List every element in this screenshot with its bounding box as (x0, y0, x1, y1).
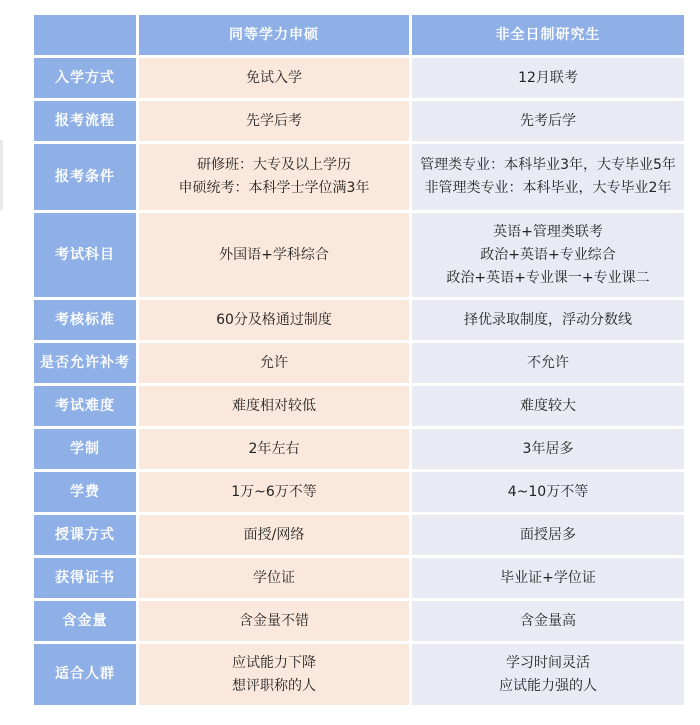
col-b-cell (412, 300, 684, 340)
row-label: 授课方式 (34, 515, 136, 555)
cell-line: 英语+管理类联考 (493, 223, 603, 240)
row-label: 含金量 (34, 601, 136, 641)
cell-line: 允许 (260, 354, 288, 371)
row-label: 适合人群 (34, 644, 136, 705)
cell-line: 申硕统考：本科学士学位满3年 (178, 180, 370, 196)
cell-line: 毕业证+学位证 (500, 569, 596, 586)
table-row (34, 343, 684, 383)
row-label: 报考流程 (34, 101, 136, 141)
row-label: 获得证书 (34, 558, 136, 598)
col-a-cell (139, 558, 409, 598)
col-b-cell (412, 101, 684, 141)
header-col-a: 同等学力申硕 (139, 15, 409, 55)
col-b-cell (412, 601, 684, 641)
col-a-cell (139, 386, 409, 426)
cell-line: 先考后学 (520, 112, 576, 129)
cell-line: 应试能力强的人 (499, 677, 597, 694)
comparison-table (31, 12, 687, 708)
table-row (34, 300, 684, 340)
cell-line: 管理类专业：本科毕业3年，大专毕业5年 (420, 157, 676, 173)
col-a-cell (139, 343, 409, 383)
cell-line: 2年左右 (248, 440, 300, 457)
col-b-cell (412, 144, 684, 210)
cell-line: 先学后考 (246, 112, 302, 129)
row-label: 学制 (34, 429, 136, 469)
row-label: 是否允许补考 (34, 343, 136, 383)
cell-line: 非管理类专业：本科毕业，大专毕业2年 (424, 180, 672, 196)
cell-line: 研修班：大专及以上学历 (197, 157, 351, 173)
cell-line: 1万~6万不等 (231, 483, 317, 500)
col-a-cell (139, 58, 409, 98)
header-row (34, 15, 684, 55)
cell-line: 择优录取制度，浮动分数线 (464, 311, 632, 328)
cell-line: 政治+英语+专业课一+专业课二 (446, 269, 650, 286)
table-row (34, 101, 684, 141)
cell-line: 学位证 (253, 569, 295, 586)
cell-line: 应试能力下降 (232, 654, 316, 671)
row-label: 考核标准 (34, 300, 136, 340)
table-row (34, 601, 684, 641)
cell-line: 难度较大 (520, 397, 576, 414)
cell-line: 难度相对较低 (232, 397, 316, 414)
left-edge-mark (0, 140, 3, 210)
cell-line: 4~10万不等 (507, 483, 589, 500)
cell-line: 含金量不错 (239, 612, 309, 629)
row-label: 考试科目 (34, 213, 136, 297)
col-b-cell (412, 515, 684, 555)
col-a-cell (139, 515, 409, 555)
cell-line: 含金量高 (520, 612, 576, 629)
col-b-cell (412, 213, 684, 297)
cell-line: 面授/网络 (243, 526, 305, 543)
col-b-cell (412, 429, 684, 469)
row-label: 学费 (34, 472, 136, 512)
col-a-cell (139, 472, 409, 512)
col-b-cell (412, 644, 684, 705)
col-b-cell (412, 558, 684, 598)
table-row (34, 144, 684, 210)
cell-line: 学习时间灵活 (506, 654, 590, 671)
header-corner-cell (34, 15, 136, 55)
cell-line: 不允许 (527, 354, 569, 371)
row-label: 考试难度 (34, 386, 136, 426)
table-row (34, 429, 684, 469)
col-a-cell (139, 213, 409, 297)
col-a-cell (139, 601, 409, 641)
col-b-cell (412, 58, 684, 98)
table-row (34, 515, 684, 555)
cell-line: 外国语+学科综合 (219, 246, 329, 263)
col-a-cell (139, 101, 409, 141)
cell-line: 60分及格通过制度 (216, 311, 332, 328)
cell-line: 想评职称的人 (232, 677, 316, 694)
cell-line: 面授居多 (520, 526, 576, 543)
cell-line: 3年居多 (522, 440, 574, 457)
cell-line: 12月联考 (518, 69, 578, 86)
col-a-cell (139, 144, 409, 210)
cell-line: 免试入学 (246, 69, 302, 86)
table-row (34, 58, 684, 98)
col-b-cell (412, 386, 684, 426)
table-row (34, 386, 684, 426)
col-b-cell (412, 472, 684, 512)
col-a-cell (139, 644, 409, 705)
table-row (34, 558, 684, 598)
header-col-b: 非全日制研究生 (412, 15, 684, 55)
table-row (34, 644, 684, 705)
table-row (34, 472, 684, 512)
col-a-cell (139, 429, 409, 469)
col-b-cell (412, 343, 684, 383)
row-label: 报考条件 (34, 144, 136, 210)
row-label: 入学方式 (34, 58, 136, 98)
col-a-cell (139, 300, 409, 340)
table-row (34, 213, 684, 297)
cell-line: 政治+英语+专业综合 (480, 246, 616, 263)
